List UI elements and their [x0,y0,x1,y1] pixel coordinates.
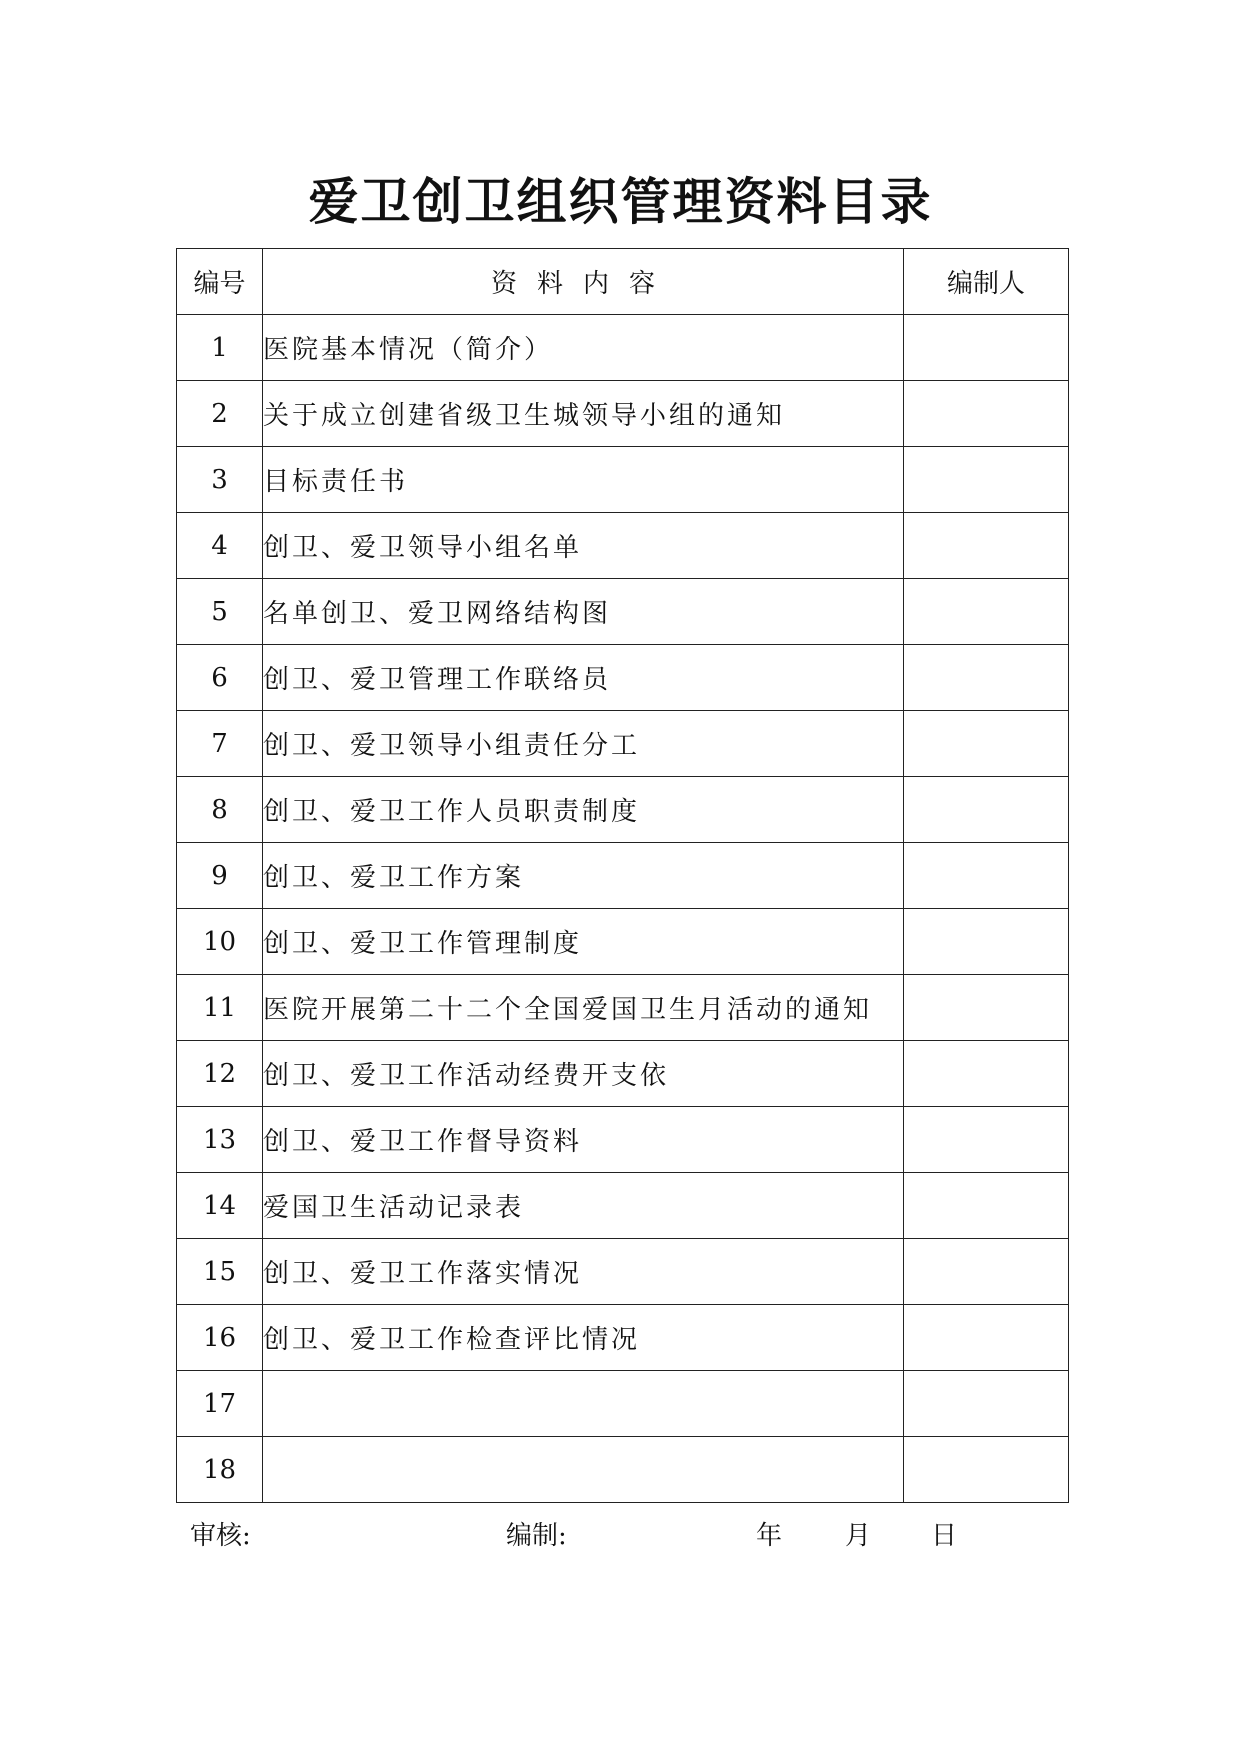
header-author: 编制人 [904,249,1069,315]
page-title: 爱卫创卫组织管理资料目录 [308,173,933,231]
row-number: 6 [177,645,263,711]
table-row [177,645,1069,711]
row-number: 16 [177,1305,263,1371]
table-row [177,711,1069,777]
row-content: 创卫、爱卫工作人员职责制度 [263,777,904,843]
row-number: 3 [177,447,263,513]
table-row [177,447,1069,513]
row-content: 创卫、爱卫工作落实情况 [263,1239,904,1305]
row-content: 创卫、爱卫领导小组名单 [263,513,904,579]
row-author [904,315,1069,381]
row-author [904,1305,1069,1371]
row-number: 11 [177,975,263,1041]
row-content: 创卫、爱卫工作督导资料 [263,1107,904,1173]
table-header-row [177,249,1069,315]
row-number: 7 [177,711,263,777]
row-number: 1 [177,315,263,381]
row-content: 创卫、爱卫领导小组责任分工 [263,711,904,777]
row-content: 目标责任书 [263,447,904,513]
row-author [904,1173,1069,1239]
row-author [904,975,1069,1041]
row-content: 创卫、爱卫工作活动经费开支依 [263,1041,904,1107]
row-content: 创卫、爱卫工作管理制度 [263,909,904,975]
table-row [177,1107,1069,1173]
row-author [904,1041,1069,1107]
table-row [177,975,1069,1041]
catalog-table [176,248,1069,1503]
row-author [904,711,1069,777]
row-content: 名单创卫、爱卫网络结构图 [263,579,904,645]
table-row [177,1173,1069,1239]
row-content: 创卫、爱卫工作方案 [263,843,904,909]
row-author [904,843,1069,909]
row-number: 12 [177,1041,263,1107]
table-row [177,843,1069,909]
row-number: 15 [177,1239,263,1305]
month-label: 月 [845,1521,872,1551]
row-content [263,1437,904,1503]
row-number: 9 [177,843,263,909]
table-row [177,1437,1069,1503]
row-number: 4 [177,513,263,579]
header-content: 资料内容 [263,249,904,315]
table-row [177,381,1069,447]
row-author [904,381,1069,447]
row-number: 17 [177,1371,263,1437]
row-author [904,777,1069,843]
row-author [904,579,1069,645]
table-row [177,1041,1069,1107]
row-author [904,447,1069,513]
row-content [263,1371,904,1437]
row-number: 18 [177,1437,263,1503]
row-number: 10 [177,909,263,975]
row-author [904,1107,1069,1173]
table-row [177,1305,1069,1371]
row-author [904,1437,1069,1503]
table-row [177,513,1069,579]
table-row [177,579,1069,645]
table-row [177,315,1069,381]
row-author [904,909,1069,975]
review-label: 审核: [190,1521,251,1551]
row-content: 创卫、爱卫管理工作联络员 [263,645,904,711]
row-number: 2 [177,381,263,447]
compile-label: 编制: [506,1521,567,1551]
day-label: 日 [931,1521,958,1551]
row-author [904,1239,1069,1305]
table-row [177,909,1069,975]
row-content: 医院开展第二十二个全国爱国卫生月活动的通知 [263,975,904,1041]
table-row [177,1239,1069,1305]
row-number: 5 [177,579,263,645]
row-content: 创卫、爱卫工作检查评比情况 [263,1305,904,1371]
row-content: 关于成立创建省级卫生城领导小组的通知 [263,381,904,447]
table-row [177,1371,1069,1437]
row-number: 8 [177,777,263,843]
table-body [177,315,1069,1503]
table-row [177,777,1069,843]
row-number: 13 [177,1107,263,1173]
year-label: 年 [756,1521,783,1551]
row-content: 医院基本情况（简介） [263,315,904,381]
row-content: 爱国卫生活动记录表 [263,1173,904,1239]
row-number: 14 [177,1173,263,1239]
header-number: 编号 [177,249,263,315]
row-author [904,513,1069,579]
row-author [904,1371,1069,1437]
row-author [904,645,1069,711]
